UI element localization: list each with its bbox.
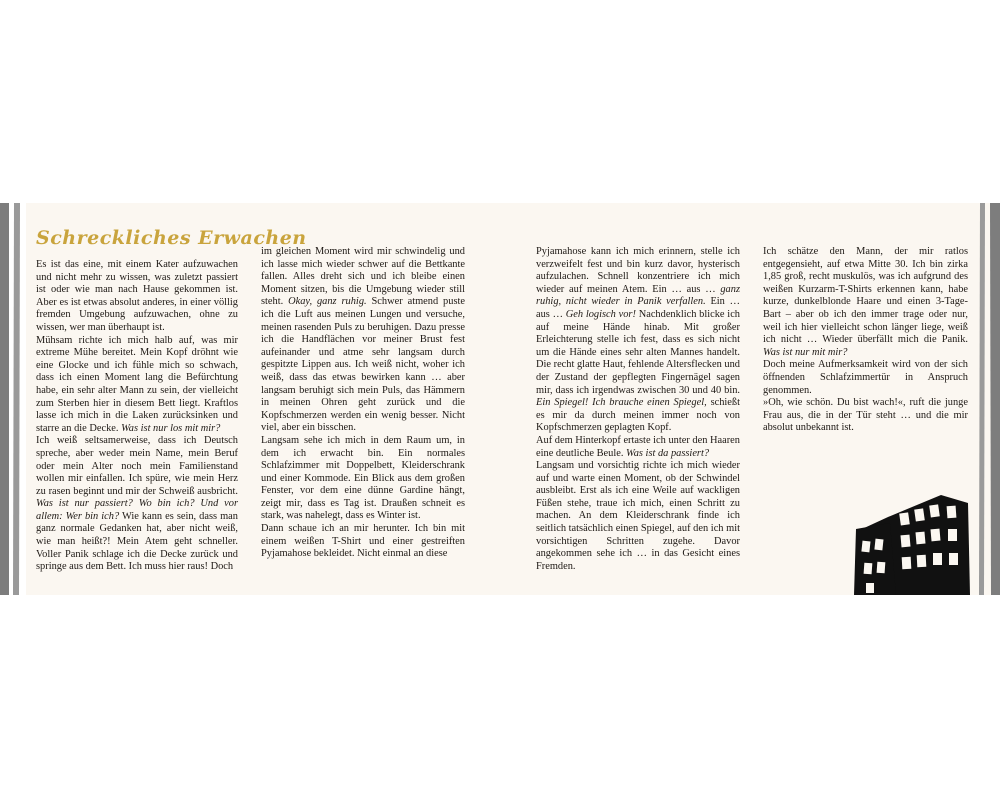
paragraph: »Oh, wie schön. Du bist wach!«, ruft die junge Frau aus, die in der Tür steht … und die mir absolut unbekannt ist. (763, 397, 968, 434)
italic-thought: Was ist nur mit mir? (763, 346, 848, 358)
paragraph: Doch meine Aufmerksamkeit wird von der sich öffnenden Schlafzimmertür in Anspruch genommen. (763, 359, 968, 396)
chapter-title: Schreckliches Erwachen (36, 227, 307, 249)
paragraph: Ich weiß seltsamerweise, dass ich Deutsch spreche, aber weder mein Name, mein Beruf oder mein Alter noch mein Familienstand wollen mir einfallen. Ich spüre, wie mein Herz zu rasen beginnt und mir der Schweiß ausbricht. Was ist nur passiert? Wo bin ich? Und vor allem: Wer bin ich? Wie kann es sein, dass man ganz normale Gedanken hat, aber nicht weiß, wie man heißt?! Mein Atem geht schneller. Voller Panik schlage ich die Decke zurück und springe aus dem Bett. Ich muss hier raus! Doch (36, 435, 238, 573)
paragraph: Es ist das eine, mit einem Kater aufzuwachen und nicht mehr zu wissen, was zuletzt passiert ist oder wie man nach Hause gekommen ist. Aber es ist etwas absolut anderes, in einer völlig fremden Umgebung aufzuwachen, ohne zu wissen, wer man überhaupt ist. (36, 259, 238, 333)
paragraph: Auf dem Hinterkopf ertaste ich unter den Haaren eine deutliche Beule. Was ist da passiert? (536, 434, 740, 459)
italic-thought: Was ist nur los mit mir? (121, 422, 221, 434)
text-column-4 (763, 246, 968, 435)
crescent-moon-icon (806, 497, 836, 537)
paragraph: im gleichen Moment wird mir schwindelig und ich lasse mich wieder schwer auf die Bettkante fallen. Alles dreht sich und ich bleibe einen Moment sitzen, bis die Umgebung wieder still steht. Okay, ganz ruhig. Schwer atmend puste ich die Luft aus meinen Lungen und versuche, meinen rasenden Puls zu beruhigen. Dazu presse ich die Handflächen vor meiner Brust fest aufeinander und atme sehr langsam durch gespitzte Lippen aus. Ich weiß nicht, woher ich weiß, dass das etwas bewirken kann … aber langsam beruhigt sich mein Puls, das Hämmern in meinen Ohren geht zurück und die Kopfschmerzen werden ein wenig besser. Nicht viel, aber ein bisschen. (261, 246, 465, 434)
paragraph: Langsam sehe ich mich in dem Raum um, in dem ich erwacht bin. Ein normales Schlafzimmer mit Doppelbett, Kleiderschrank und einer Kommode. Ein Blick aus dem großen Fenster, vor dem eine dünne Gardine hängt, zeigt mir, dass es Tag ist. Draußen schneit es stark, was nahelegt, dass es Winter ist. (261, 434, 465, 522)
paragraph: Pyjamahose kann ich mich erinnern, stelle ich verzweifelt fest und bin kurz davor, hysterisch aufzulachen. Schnell konzentriere ich mich wieder auf meinen Atem. Ein … aus … ganz ruhig, nicht wieder in Panik verfallen. Ein … aus … Geh logisch vor! Nachdenklich blicke ich auf meine Hände hinab. Mit großer Erleichterung stelle ich fest, dass es sich nicht um die Hände eines sehr alten Mannes handelt. Die recht glatte Haut, fehlende Altersflecken und der Zustand der gepflegten Fingernägel sagen mir, dass ich irgendwas zwischen 30 und 40 bin. Ein Spiegel! Ich brauche einen Spiegel, schießt es mir da durch meinen immer noch von Kopfschmerzen geplagten Kopf. (536, 246, 741, 434)
right-page-edge (974, 203, 1000, 595)
text-column-2 (261, 246, 465, 561)
text-column-3 (536, 246, 740, 573)
italic-thought: ganz ruhig, nicht wieder in Panik verfallen. (536, 283, 740, 308)
left-page-edge (0, 203, 26, 595)
paragraph: Dann schaue ich an mir herunter. Ich bin mit einem weißen T-Shirt und einer gestreiften Pyjamahose bekleidet. Nicht einmal an diese (261, 523, 465, 560)
paragraph: Mühsam richte ich mich halb auf, was mir extreme Mühe bereitet. Mein Kopf dröhnt wie eine Glocke und ich fühle mich so schwach, dass ich einen Moment lang die Befürchtung habe, ein sehr alter Mann zu sein, der vielleicht zum Sterben hier in diesem Bett liegt. Kraftlos lasse ich mich in die Laken zurücksinken und starre an die Decke. Was ist nur los mit mir? (36, 334, 238, 434)
italic-thought: Was ist da passiert? (626, 447, 710, 459)
italic-thought: Geh logisch vor! (565, 308, 636, 320)
italic-thought: Okay, ganz ruhig. (288, 296, 367, 308)
italic-thought: Ein Spiegel! Ich brauche einen Spiegel, (536, 397, 707, 409)
book-spread (0, 203, 1000, 595)
paragraph: Ich schätze den Mann, der mir ratlos entgegensieht, auf etwa Mitte 30. Ich bin zirka 1,85 groß, recht muskulös, was ich aufgrund des weißen Kurzarm-T-Shirts erkennen kann, habe kurze, dunkelblonde Haare und einen 3-Tage-Bart – aber ob ich den immer trage oder nur, weil ich hier vielleicht schon länger liege, weiß ich nicht … Wieder überfällt mich die Panik. Was ist nur mit mir? (763, 246, 968, 358)
paragraph: Langsam und vorsichtig richte ich mich wieder auf und warte einen Moment, ob der Schwindel ausbleibt. Erst als ich eine Weile auf wackligen Füßen stehe, traue ich mich, einen Schritt zu machen. An dem Kleiderschrank finde ich seitlich tatsächlich einen Spiegel, auf den ich mit vorsichtigen Schritten zugehe. Davor angekommen sehe ich … in das Gesicht eines Fremden. (536, 460, 740, 572)
night-city-illustration (796, 489, 974, 595)
text-column-1 (36, 259, 238, 574)
italic-thought: Was ist nur passiert? Wo bin ich? Und vor allem: Wer bin ich? (36, 498, 238, 522)
crooked-buildings-illustration (854, 495, 970, 595)
